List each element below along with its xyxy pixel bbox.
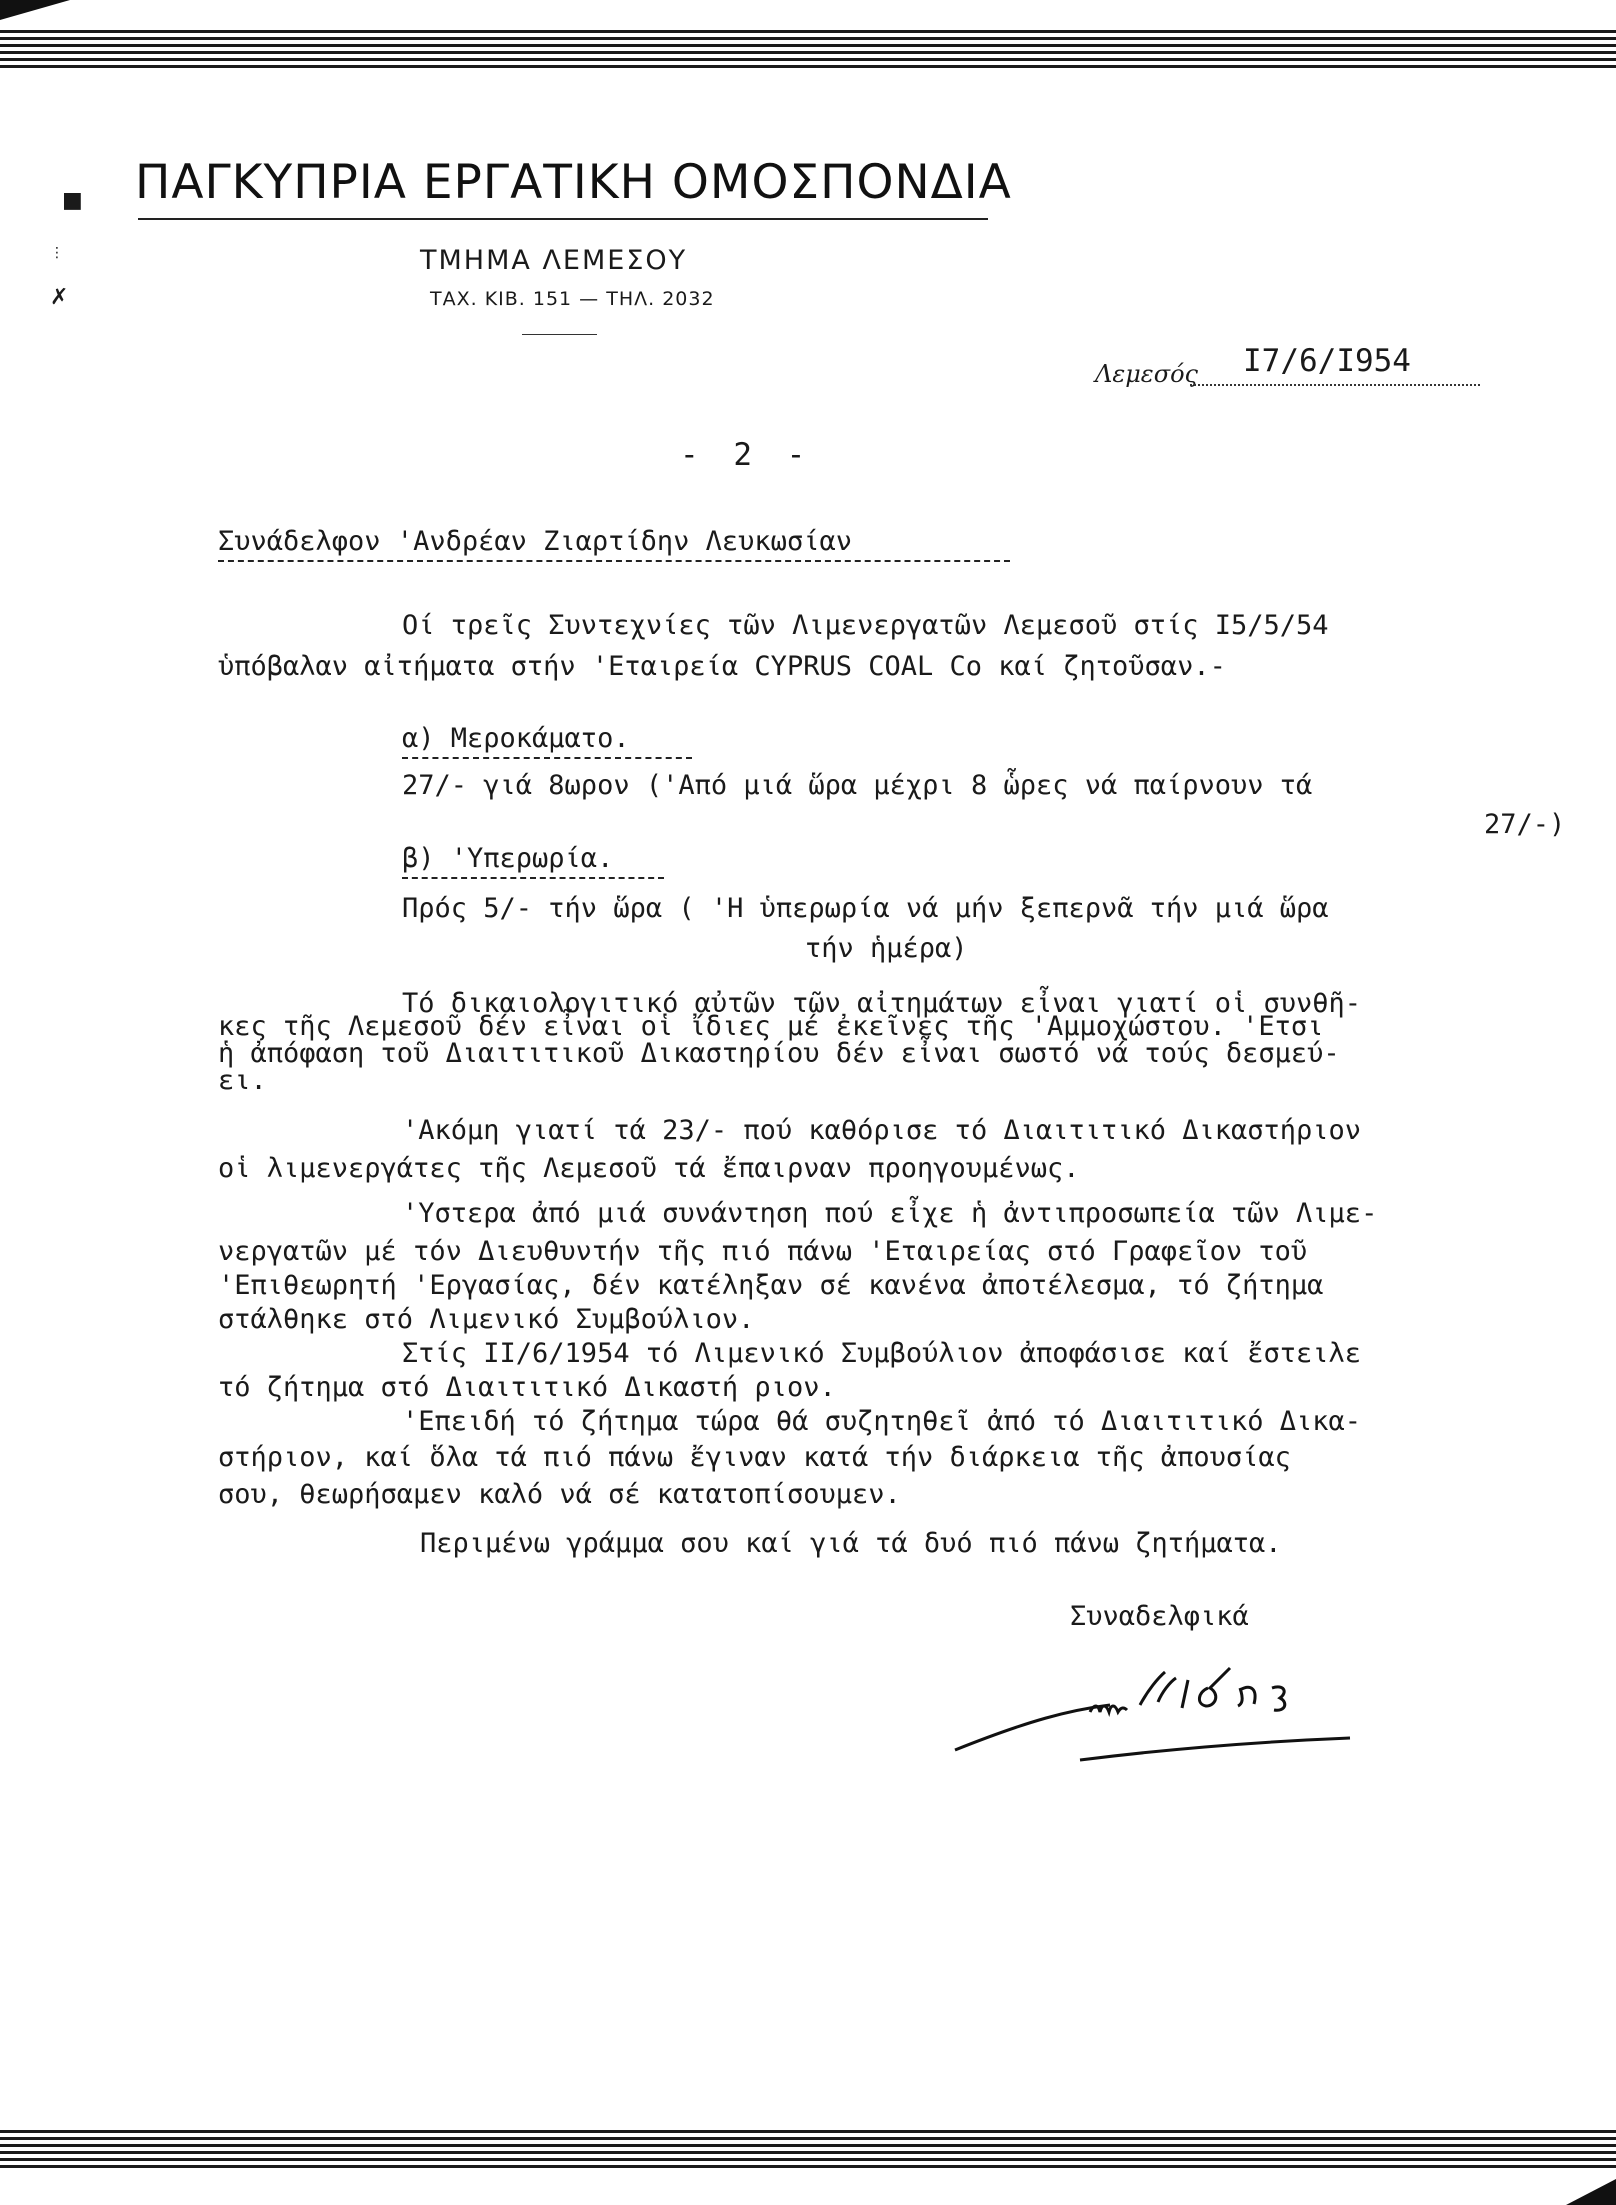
paragraph-line: οἱ λιμενεργάτες τῆς Λεμεσοῦ τά ἔπαιρναν προηγουμένως. bbox=[218, 1153, 1080, 1184]
paragraph-line: κες τῆς Λεμεσοῦ δέν εἶναι οἱ ἴδιες μέ ἐκεῖνες τῆς 'Αμμοχώστου. 'Ετσι bbox=[218, 1011, 1324, 1042]
date-place: Λεμεσός bbox=[1095, 360, 1198, 388]
paragraph-line: τήν ἡμέρα) bbox=[805, 933, 968, 964]
paragraph-line: στάλθηκε στό Λιμενικό Συμβούλιον. bbox=[218, 1304, 755, 1335]
heading-underline bbox=[402, 757, 692, 759]
paragraph-line: Οί τρεῖς Συντεχνίες τῶν Λιμενεργατῶν Λεμεσοῦ στίς I5/5/54 bbox=[402, 610, 1329, 641]
date-value: I7/6/I954 bbox=[1243, 343, 1411, 379]
date-dotted-line bbox=[1190, 384, 1480, 386]
po-box: ΤΑΧ. ΚΙΒ. 151 — ΤΗΛ. 2032 bbox=[430, 288, 715, 310]
page-number: - 2 - bbox=[680, 437, 814, 473]
ornament-rule bbox=[522, 334, 597, 335]
top-border-rule bbox=[0, 30, 1616, 72]
margin-mark: ✗ bbox=[50, 285, 69, 310]
paragraph-line: ἡ ἀπόφαση τοῦ Διαιτιτικοῦ Δικαστηρίου δέν εἶναι σωστό νά τούς δεσμεύ- bbox=[218, 1038, 1340, 1069]
org-name: ΠΑΓΚΥΠΡΙΑ ΕΡΓΑΤΙΚΗ ΟΜΟΣΠΟΝΔΙΑ bbox=[135, 155, 1012, 210]
paragraph-line: Περιμένω γράμμα σου καί γιά τά δυό πιό πάνω ζητήματα. bbox=[420, 1528, 1282, 1559]
paragraph-line: Τό δικαιολογιτικό αὐτῶν τῶν αἰτημάτων εἶναι γιατί οἱ συνθῆ- bbox=[402, 988, 1362, 1019]
paragraph-line: Στίς II/6/1954 τό Λιμενικό Συμβούλιον ἀποφάσισε καί ἔστειλε bbox=[402, 1338, 1362, 1369]
paragraph-line: Πρός 5/- τήν ὥρα ( 'Η ὑπερωρία νά μήν ξεπερνᾶ τήν μιά ὥρα bbox=[402, 893, 1329, 924]
margin-mark: ⋮ bbox=[50, 245, 64, 261]
closing: Συναδελφικά bbox=[1070, 1601, 1249, 1632]
paragraph-line: 27/- γιά 8ωρον ('Από μιά ὥρα μέχρι 8 ὧρες νά παίρνουν τά bbox=[402, 770, 1313, 801]
recipient: Συνάδελφον 'Ανδρέαν Ζιαρτίδην Λευκωσίαν bbox=[218, 526, 852, 557]
department-name: ΤΜΗΜΑ ΛΕΜΕΣΟΥ bbox=[420, 245, 688, 276]
paragraph-line: ει. bbox=[218, 1065, 267, 1096]
paragraph-line: 27/-) bbox=[1484, 809, 1566, 840]
handwritten-signature bbox=[950, 1660, 1370, 1770]
paragraph-line: τό ζήτημα στό Διαιτιτικό Δικαστή ριον. bbox=[218, 1372, 836, 1403]
scan-corner-mark bbox=[1566, 2179, 1616, 2205]
recipient-underline bbox=[218, 560, 1010, 562]
paragraph-line: σου, θεωρήσαμεν καλό νά σέ κατατοπίσουμεν. bbox=[218, 1479, 901, 1510]
paragraph-line: 'Επειδή τό ζήτημα τώρα θά συζητηθεῖ ἀπό τό Διαιτιτικό Δικα- bbox=[402, 1406, 1362, 1437]
paragraph-line: στήριον, καί ὅλα τά πιό πάνω ἔγιναν κατά τήν διάρκεια τῆς ἀπουσίας bbox=[218, 1442, 1291, 1473]
bottom-border-rule bbox=[0, 2130, 1616, 2172]
scan-corner-mark bbox=[0, 0, 70, 20]
paragraph-line: 'Επιθεωρητή 'Εργασίας, δέν κατέληξαν σέ κανένα ἀποτέλεσμα, τό ζήτημα bbox=[218, 1270, 1324, 1301]
org-underline bbox=[138, 218, 988, 220]
section-heading: α) Μεροκάματο. bbox=[402, 723, 630, 754]
paragraph-line: 'Υστερα ἀπό μιά συνάντηση πού εἶχε ἡ ἀντιπροσωπεία τῶν Λιμε- bbox=[402, 1198, 1378, 1229]
section-heading: β) 'Υπερωρία. bbox=[402, 843, 614, 874]
paragraph-line: 'Ακόμη γιατί τά 23/- πού καθόρισε τό Διαιτιτικό Δικαστήριον bbox=[402, 1115, 1362, 1146]
heading-underline bbox=[402, 877, 664, 879]
margin-mark: ■ bbox=[62, 188, 83, 213]
paragraph-line: ὑπόβαλαν αἰτήματα στήν 'Εταιρεία CYPRUS COAL Co καί ζητοῦσαν.- bbox=[218, 651, 1226, 682]
paragraph-line: νεργατῶν μέ τόν Διευθυντήν τῆς πιό πάνω 'Εταιρείας στό Γραφεῖον τοῦ bbox=[218, 1236, 1308, 1267]
